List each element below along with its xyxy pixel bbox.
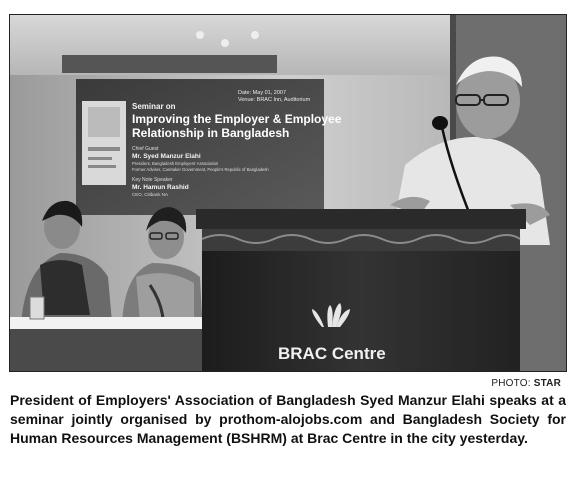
banner-chief-guest-role2: Former Adviser, Caretaker Government, People's Republic of Bangladesh bbox=[132, 167, 269, 172]
banner-chief-guest-label: Chief Guest bbox=[132, 146, 159, 152]
photo-scene bbox=[10, 15, 566, 371]
banner-venue: Venue: BRAC Inn, Auditorium bbox=[238, 97, 311, 103]
banner-keynote-role: CEO, Citibank NA bbox=[132, 192, 169, 197]
photo-credit bbox=[491, 378, 561, 389]
banner-kicker: Seminar on bbox=[132, 102, 176, 111]
news-photo bbox=[9, 14, 567, 372]
banner-logo bbox=[88, 107, 120, 137]
photo-caption: President of Employers' Association of Bangladesh Syed Manzur Elahi speaks at a seminar jointly organised by prothom-alojobs.com and Bangladesh Society for Human Resources Management (BSHRM) at Brac Centre in the city yesterday. bbox=[10, 392, 566, 446]
banner-keynote-label: Key Note Speaker bbox=[132, 177, 173, 183]
podium-sign: BRAC Centre bbox=[278, 344, 386, 363]
ceiling-beam bbox=[62, 55, 277, 73]
ceiling-light bbox=[221, 39, 229, 47]
banner-chief-guest-role1: President, Bangladesh Employers' Association bbox=[132, 161, 219, 166]
ceiling-light bbox=[251, 31, 259, 39]
photo-credit-label: PHOTO: bbox=[491, 378, 534, 389]
photo-credit-source: STAR bbox=[533, 378, 561, 389]
banner-date: Date: May 01, 2007 bbox=[238, 90, 287, 96]
banner-title-line2: Relationship in Bangladesh bbox=[132, 126, 290, 140]
ceiling-light bbox=[196, 31, 204, 39]
banner-title-line1: Improving the Employer & Employee bbox=[132, 112, 342, 126]
banner-chief-guest-name: Mr. Syed Manzur Elahi bbox=[132, 153, 201, 160]
banner-keynote-name: Mr. Hamun Rashid bbox=[132, 184, 189, 191]
